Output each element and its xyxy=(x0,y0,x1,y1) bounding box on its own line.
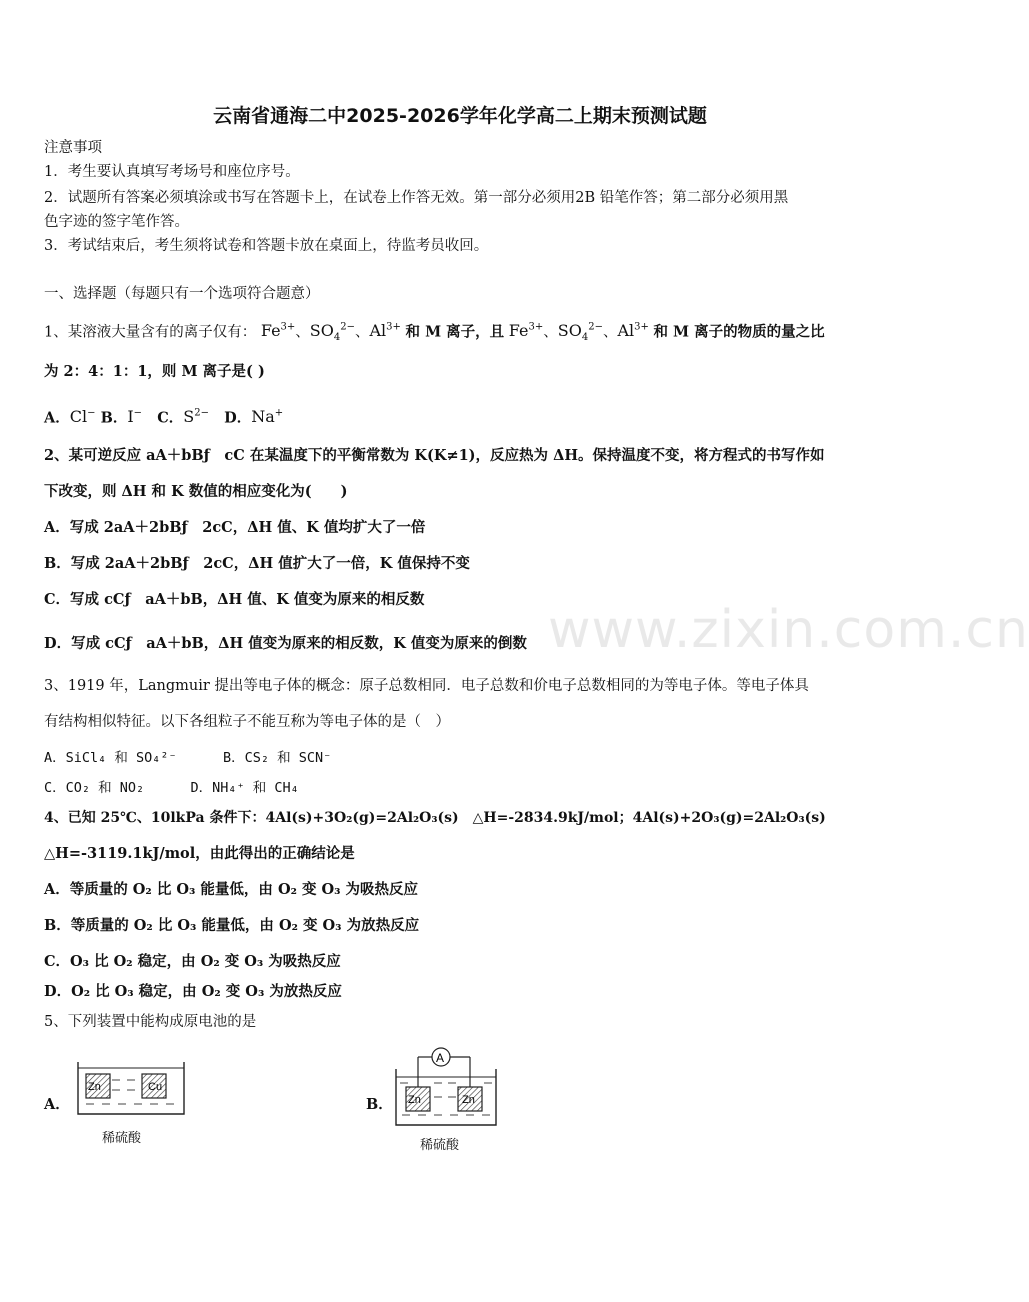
ion-fe-2: $Fe^{3+}$ xyxy=(508,321,544,341)
q5-figure-a xyxy=(72,1058,190,1120)
ion-so4: $SO_4^{2-}$ xyxy=(309,321,355,344)
q1-option-d: Na+ xyxy=(251,407,284,427)
q4-line1: 4、已知 25℃、10lkPa 条件下：4Al(s)+3O₂(g)=2Al₂O₃(s) △H=-2834.9kJ/mol；4Al(s)+2O₃(g)=2Al₂O₃(s) xyxy=(44,810,826,826)
q3-line1: 3、1919 年，Langmuir 提出等电子体的概念：原子总数相同．电子总数和价电子总数相同的为等电子体。等电子体具 xyxy=(44,678,809,694)
ion-fe: $Fe^{3+}$ xyxy=(260,321,296,341)
q3-option-c: C．CO₂ 和 NO₂ xyxy=(44,780,145,796)
q3-option-a: A．SiCl₄ 和 SO₄²⁻ xyxy=(44,750,177,766)
q1-option-b: I− xyxy=(127,407,143,427)
ion-so4-2: $SO_4^{2-}$ xyxy=(557,321,603,344)
q1-line2: 为 2：4：1：1，则 M 离子是( ) xyxy=(44,363,265,380)
notice-item-1: 1．考生要认真填写考场号和座位序号。 xyxy=(44,164,300,180)
q1-options: A．Cl− B．I− C．$S^{2-}$ D．Na+ xyxy=(44,407,284,427)
q4-option-a: A．等质量的 O₂ 比 O₃ 能量低，由 O₂ 变 O₃ 为吸热反应 xyxy=(44,881,419,898)
electrode-b-right-label: Zn xyxy=(462,1094,475,1106)
q4-option-c: C．O₃ 比 O₂ 稳定，由 O₂ 变 O₃ 为吸热反应 xyxy=(44,953,341,970)
q2-option-d: D．写成 cCƒ aA＋bB，ΔH 值变为原来的相反数，K 值变为原来的倒数 xyxy=(44,635,527,652)
q4-option-d: D．O₂ 比 O₃ 稳定，由 O₂ 变 O₃ 为放热反应 xyxy=(44,983,342,1000)
ion-al-2: $Al^{3+}$ xyxy=(617,321,649,341)
notice-item-2-cont: 色字迹的签字笔作答。 xyxy=(44,214,189,230)
notice-item-3: 3．考试结束后，考生须将试卷和答题卡放在桌面上，待监考员收回。 xyxy=(44,238,489,254)
q5-figure-b xyxy=(390,1045,502,1131)
q5-line1: 5、下列装置中能构成原电池的是 xyxy=(44,1014,257,1030)
electrode-left-label: Zn xyxy=(88,1081,101,1093)
q3-option-d: D．NH₄⁺ 和 CH₄ xyxy=(190,780,299,796)
q4-option-b: B．等质量的 O₂ 比 O₃ 能量低，由 O₂ 变 O₃ 为放热反应 xyxy=(44,917,420,934)
q2-line1: 2、某可逆反应 aA＋bBƒ cC 在某温度下的平衡常数为 K(K≠1)，反应热为 ΔH。保持温度不变，将方程式的书写作如 xyxy=(44,447,825,464)
watermark: www.zixin.com.cn xyxy=(548,600,1029,660)
q2-option-b: B．写成 2aA＋2bBƒ 2cC，ΔH 值扩大了一倍，K 值保持不变 xyxy=(44,555,470,572)
q3-line2: 有结构相似特征。以下各组粒子不能互称为等电子体的是（ ） xyxy=(44,714,450,730)
q2-option-c: C．写成 cCƒ aA＋bB，ΔH 值、K 值变为原来的相反数 xyxy=(44,591,425,608)
ion-al: $Al^{3+}$ xyxy=(369,321,401,341)
q4-line2: △H=-3119.1kJ/mol，由此得出的正确结论是 xyxy=(44,845,355,862)
q2-line2: 下改变，则 ΔH 和 K 数值的相应变化为( ) xyxy=(44,483,348,500)
electrode-b-left-label: Zn xyxy=(408,1094,421,1106)
q1-line1: 1、某溶液大量含有的离子仅有： $Fe^{3+}$、$SO_4^{2-}$、$Al^{3+}$ 和 M 离子，且 $Fe^{3+}$、$SO_4^{2-}$、$Al^{3+}$ 和 M 离子的物质的量之比 xyxy=(44,321,825,344)
q5-fig-a-caption: 稀硫酸 xyxy=(102,1131,142,1146)
q3-option-b: B．CS₂ 和 SCN⁻ xyxy=(222,750,332,766)
section-heading: 一、选择题（每题只有一个选项符合题意） xyxy=(44,286,320,302)
svg-text:A: A xyxy=(436,1051,445,1065)
q5-fig-a-label: A． xyxy=(44,1096,70,1113)
q3-options-ab xyxy=(44,748,331,768)
q3-options-cd xyxy=(44,778,299,798)
q5-fig-b-caption: 稀硫酸 xyxy=(420,1138,460,1153)
q2-option-a: A．写成 2aA＋2bBƒ 2cC，ΔH 值、K 值均扩大了一倍 xyxy=(44,519,426,536)
q5-fig-b-label: B． xyxy=(366,1096,393,1113)
notice-heading: 注意事项 xyxy=(44,140,102,156)
page-title: 云南省通海二中2025-2026学年化学高二上期末预测试题 xyxy=(213,105,707,127)
notice-item-2: 2．试题所有答案必须填涂或书写在答题卡上，在试卷上作答无效。第一部分必须用2B 铅笔作答；第二部分必须用黑 xyxy=(44,190,789,206)
electrode-right-label: Cu xyxy=(148,1081,163,1093)
q1-option-a: Cl− xyxy=(69,407,96,427)
q1-option-c: $S^{2-}$ xyxy=(183,407,209,427)
